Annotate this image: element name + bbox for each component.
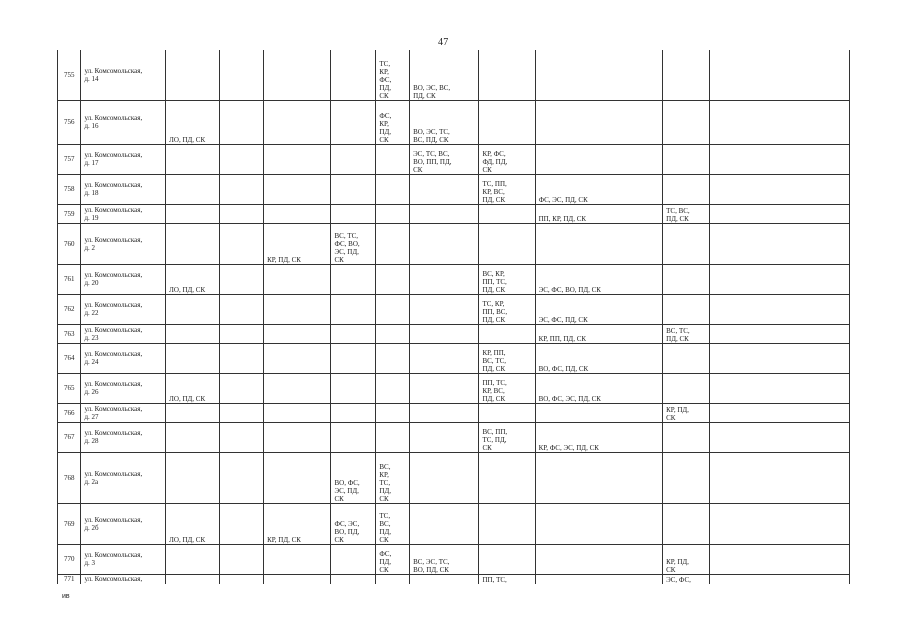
work-cell xyxy=(376,403,410,422)
work-cell xyxy=(220,174,264,204)
row-number: 759 xyxy=(58,204,81,223)
work-cell xyxy=(663,452,710,503)
work-cell xyxy=(535,544,663,574)
work-cell xyxy=(220,373,264,403)
address-cell: ул. Комсомольская, д. 16 xyxy=(81,100,166,144)
work-cell xyxy=(331,50,376,100)
work-cell: КР, ПП, ПД, СК xyxy=(535,324,663,343)
work-cell xyxy=(220,343,264,373)
work-cell xyxy=(331,294,376,324)
work-cell xyxy=(479,100,535,144)
work-cell xyxy=(535,403,663,422)
work-cell xyxy=(710,204,850,223)
address-cell: ул. Комсомольская, д. 2б xyxy=(81,503,166,544)
work-cell xyxy=(264,324,331,343)
address-cell: ул. Комсомольская, xyxy=(81,574,166,584)
work-cell xyxy=(264,422,331,452)
work-cell xyxy=(710,422,850,452)
row-number: 755 xyxy=(58,50,81,100)
address-cell: ул. Комсомольская, д. 23 xyxy=(81,324,166,343)
work-cell xyxy=(166,324,220,343)
work-cell: КР, ПД, СК xyxy=(663,544,710,574)
table-row xyxy=(58,422,850,452)
work-cell xyxy=(535,144,663,174)
work-cell xyxy=(331,544,376,574)
table-row xyxy=(58,373,850,403)
work-cell xyxy=(710,343,850,373)
row-number: 760 xyxy=(58,223,81,264)
work-cell xyxy=(410,403,479,422)
work-cell xyxy=(410,373,479,403)
work-cell: ВО, ФС, ЭС, ПД, СК xyxy=(535,373,663,403)
work-cell: ТС, КР, ПП, ВС, ПД, СК xyxy=(479,294,535,324)
work-cell xyxy=(663,422,710,452)
work-cell xyxy=(535,50,663,100)
work-cell xyxy=(410,343,479,373)
work-cell xyxy=(264,144,331,174)
work-cell xyxy=(264,100,331,144)
work-cell xyxy=(376,324,410,343)
work-cell xyxy=(264,452,331,503)
work-cell xyxy=(166,544,220,574)
row-number: 761 xyxy=(58,264,81,294)
address-cell: ул. Комсомольская, д. 18 xyxy=(81,174,166,204)
work-cell xyxy=(376,174,410,204)
address-cell: ул. Комсомольская, д. 28 xyxy=(81,422,166,452)
work-cell xyxy=(166,144,220,174)
row-number: 764 xyxy=(58,343,81,373)
work-cell xyxy=(264,294,331,324)
work-cell xyxy=(663,503,710,544)
work-cell: ПП, КР, ПД, СК xyxy=(535,204,663,223)
work-cell xyxy=(376,264,410,294)
work-cell xyxy=(264,174,331,204)
address-cell: ул. Комсомольская, д. 2а xyxy=(81,452,166,503)
address-cell: ул. Комсомольская, д. 27 xyxy=(81,403,166,422)
work-cell: ТС, ВС, ПД, СК xyxy=(663,204,710,223)
work-cell xyxy=(220,403,264,422)
work-cell xyxy=(410,503,479,544)
work-cell xyxy=(166,294,220,324)
work-cell xyxy=(220,422,264,452)
work-cell: ВО, ФС, ПД, СК xyxy=(535,343,663,373)
table-row xyxy=(58,223,850,264)
work-cell xyxy=(376,144,410,174)
table-row xyxy=(58,503,850,544)
work-cell xyxy=(220,544,264,574)
work-cell: КР, ПД, СК xyxy=(264,223,331,264)
work-cell: ФС, ЭС, ВО, ПД, СК xyxy=(331,503,376,544)
work-cell xyxy=(663,373,710,403)
table-row xyxy=(58,544,850,574)
work-cell xyxy=(710,100,850,144)
table-row xyxy=(58,452,850,503)
work-cell xyxy=(710,544,850,574)
work-cell xyxy=(663,144,710,174)
work-cell xyxy=(376,574,410,584)
address-cell: ул. Комсомольская, д. 14 xyxy=(81,50,166,100)
work-cell xyxy=(663,50,710,100)
work-cell: КР, ПД, СК xyxy=(264,503,331,544)
work-cell: ВО, ЭС, ТС, ВС, ПД, СК xyxy=(410,100,479,144)
work-cell xyxy=(220,100,264,144)
work-cell xyxy=(710,403,850,422)
work-cell xyxy=(331,204,376,223)
work-cell: ПП, ТС, xyxy=(479,574,535,584)
work-cell xyxy=(376,204,410,223)
work-cell xyxy=(663,294,710,324)
work-cell: ТС, КР, ФС, ПД, СК xyxy=(376,50,410,100)
work-cell: ФС, ПД, СК xyxy=(376,544,410,574)
work-cell xyxy=(710,223,850,264)
work-cell xyxy=(663,100,710,144)
work-cell: ТС, ВС, ПД, СК xyxy=(376,503,410,544)
table-row xyxy=(58,204,850,223)
work-cell xyxy=(166,50,220,100)
work-cell xyxy=(663,343,710,373)
work-cell xyxy=(331,373,376,403)
table-row xyxy=(58,100,850,144)
row-number: 758 xyxy=(58,174,81,204)
work-cell: ЛО, ПД, СК xyxy=(166,373,220,403)
work-cell xyxy=(264,544,331,574)
work-cell: ВС, ЭС, ТС, ВО, ПД, СК xyxy=(410,544,479,574)
work-cell xyxy=(331,403,376,422)
table-row xyxy=(58,343,850,373)
work-cell: ВС, ТС, ПД, СК xyxy=(663,324,710,343)
work-cell: ВС, ТС, ФС, ВО, ЭС, ПД, СК xyxy=(331,223,376,264)
work-cell xyxy=(479,544,535,574)
row-number: 756 xyxy=(58,100,81,144)
table-row xyxy=(58,324,850,343)
work-cell: ВС, ПП, ТС, ПД, СК xyxy=(479,422,535,452)
work-cell xyxy=(710,294,850,324)
work-cell xyxy=(710,144,850,174)
work-cell xyxy=(166,452,220,503)
work-cell xyxy=(331,422,376,452)
address-cell: ул. Комсомольская, д. 22 xyxy=(81,294,166,324)
work-cell xyxy=(264,343,331,373)
work-cell xyxy=(410,422,479,452)
work-cell xyxy=(535,452,663,503)
row-number: 757 xyxy=(58,144,81,174)
work-cell xyxy=(166,223,220,264)
work-cell xyxy=(220,574,264,584)
row-number: 765 xyxy=(58,373,81,403)
address-cell: ул. Комсомольская, д. 24 xyxy=(81,343,166,373)
work-cell xyxy=(166,174,220,204)
table-row xyxy=(58,574,850,584)
table-row xyxy=(58,264,850,294)
work-cell xyxy=(264,204,331,223)
work-cell xyxy=(331,100,376,144)
table-row xyxy=(58,294,850,324)
work-cell: ВС, КР, ТС, ПД, СК xyxy=(376,452,410,503)
work-cell xyxy=(166,403,220,422)
work-cell: ЛО, ПД, СК xyxy=(166,264,220,294)
row-number: 770 xyxy=(58,544,81,574)
work-cell xyxy=(331,144,376,174)
row-number: 769 xyxy=(58,503,81,544)
work-cell xyxy=(331,324,376,343)
work-cell xyxy=(220,50,264,100)
work-cell xyxy=(410,264,479,294)
work-cell xyxy=(410,223,479,264)
work-cell: КР, ПД, СК xyxy=(663,403,710,422)
work-cell: КР, ПП, ВС, ТС, ПД, СК xyxy=(479,343,535,373)
work-cell xyxy=(479,223,535,264)
work-cell xyxy=(376,422,410,452)
work-cell xyxy=(264,50,331,100)
work-cell xyxy=(264,574,331,584)
work-cell xyxy=(710,324,850,343)
row-number: 762 xyxy=(58,294,81,324)
work-cell: ВО, ЭС, ВС, ПД, СК xyxy=(410,50,479,100)
work-cell xyxy=(479,50,535,100)
work-cell xyxy=(220,144,264,174)
work-cell: ЭС, ТС, ВС, ВО, ПП, ПД, СК xyxy=(410,144,479,174)
work-cell: ЛО, ПД, СК xyxy=(166,100,220,144)
work-cell: ТС, ПП, КР, ВС, ПД, СК xyxy=(479,174,535,204)
row-number: 771 xyxy=(58,574,81,584)
page-number: 47 xyxy=(438,37,449,48)
work-cell xyxy=(376,294,410,324)
work-cell xyxy=(535,503,663,544)
work-cell xyxy=(331,264,376,294)
work-cell xyxy=(166,204,220,223)
table-row xyxy=(58,144,850,174)
address-cell: ул. Комсомольская, д. 26 xyxy=(81,373,166,403)
work-cell xyxy=(264,403,331,422)
table-row xyxy=(58,50,850,100)
work-cell xyxy=(710,574,850,584)
work-cell xyxy=(410,174,479,204)
work-cell xyxy=(663,174,710,204)
table-row xyxy=(58,403,850,422)
work-cell xyxy=(710,452,850,503)
work-cell: КР, ФС, ФД, ПД, СК xyxy=(479,144,535,174)
work-cell xyxy=(220,223,264,264)
work-cell xyxy=(535,100,663,144)
work-cell xyxy=(376,373,410,403)
work-cell xyxy=(479,403,535,422)
address-cell: ул. Комсомольская, д. 17 xyxy=(81,144,166,174)
work-cell xyxy=(220,503,264,544)
work-cell: ЭС, ФС, ПД, СК xyxy=(535,294,663,324)
address-cell: ул. Комсомольская, д. 3 xyxy=(81,544,166,574)
work-cell xyxy=(479,204,535,223)
work-cell xyxy=(663,264,710,294)
work-cell xyxy=(376,223,410,264)
work-cell: ФС, ЭС, ПД, СК xyxy=(535,174,663,204)
work-cell xyxy=(535,223,663,264)
work-cell xyxy=(166,574,220,584)
work-cell xyxy=(220,204,264,223)
work-cell xyxy=(710,373,850,403)
row-number: 768 xyxy=(58,452,81,503)
work-cell xyxy=(264,264,331,294)
work-cell xyxy=(410,452,479,503)
work-cell xyxy=(710,50,850,100)
work-cell xyxy=(376,343,410,373)
work-cell: ПП, ТС, КР, ВС, ПД, СК xyxy=(479,373,535,403)
work-cell xyxy=(710,503,850,544)
work-cell xyxy=(331,574,376,584)
row-number: 766 xyxy=(58,403,81,422)
work-schedule-table xyxy=(57,50,850,584)
work-cell: ЭС, ФС, xyxy=(663,574,710,584)
work-cell xyxy=(166,422,220,452)
address-cell: ул. Комсомольская, д. 2 xyxy=(81,223,166,264)
work-cell xyxy=(535,574,663,584)
work-cell xyxy=(220,264,264,294)
work-cell xyxy=(220,294,264,324)
address-cell: ул. Комсомольская, д. 19 xyxy=(81,204,166,223)
row-number: 767 xyxy=(58,422,81,452)
work-cell: ЛО, ПД, СК xyxy=(166,503,220,544)
work-cell xyxy=(479,452,535,503)
work-cell: КР, ФС, ЭС, ПД, СК xyxy=(535,422,663,452)
work-cell xyxy=(410,294,479,324)
work-cell: ВО, ФС, ЭС, ПД, СК xyxy=(331,452,376,503)
work-cell xyxy=(331,343,376,373)
work-cell xyxy=(410,574,479,584)
row-number: 763 xyxy=(58,324,81,343)
work-cell xyxy=(410,324,479,343)
table-row xyxy=(58,174,850,204)
work-cell xyxy=(479,324,535,343)
address-cell: ул. Комсомольская, д. 20 xyxy=(81,264,166,294)
work-cell xyxy=(331,174,376,204)
work-cell xyxy=(663,223,710,264)
work-cell xyxy=(479,503,535,544)
work-cell xyxy=(220,324,264,343)
work-cell xyxy=(410,204,479,223)
work-cell xyxy=(710,174,850,204)
footer-mark: ив xyxy=(62,593,70,600)
work-cell xyxy=(220,452,264,503)
work-cell xyxy=(264,373,331,403)
work-cell: ФС, КР, ПД, СК xyxy=(376,100,410,144)
work-cell xyxy=(166,343,220,373)
work-cell: ВС, КР, ПП, ТС, ПД, СК xyxy=(479,264,535,294)
work-cell: ЭС, ФС, ВО, ПД, СК xyxy=(535,264,663,294)
work-cell xyxy=(710,264,850,294)
